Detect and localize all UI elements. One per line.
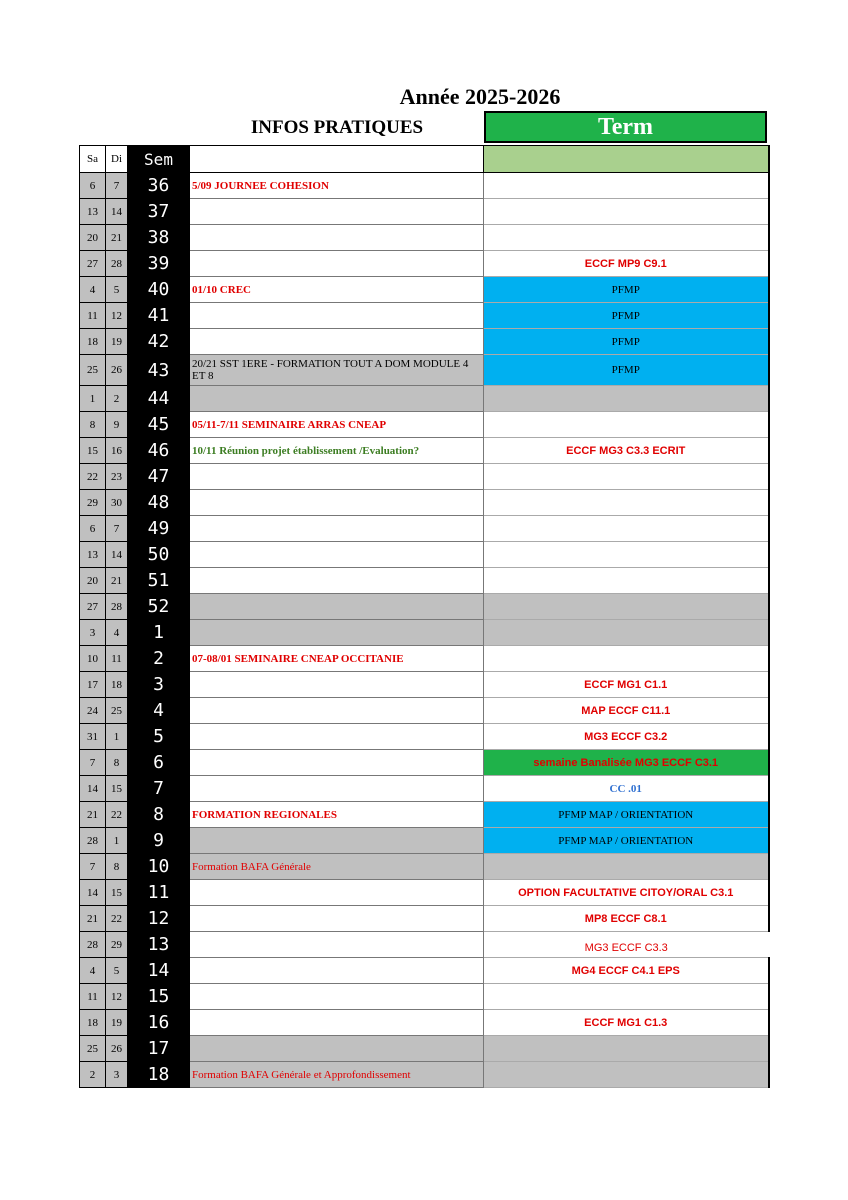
cell-sem: 4 xyxy=(128,698,190,724)
cell-di: 1 xyxy=(106,828,128,854)
cell-term: ECCF MG1 C1.3 xyxy=(484,1010,769,1036)
cell-sem: 6 xyxy=(128,750,190,776)
table-row xyxy=(80,386,769,412)
cell-sa: 25 xyxy=(80,1036,106,1062)
cell-info xyxy=(190,594,484,620)
cell-info xyxy=(190,1036,484,1062)
table-row xyxy=(80,854,769,880)
schedule-table xyxy=(79,145,770,1088)
cell-sa: 20 xyxy=(80,225,106,251)
header-info xyxy=(190,146,484,173)
table-row xyxy=(80,251,769,277)
cell-term: semaine Banalisée MG3 ECCF C3.1 xyxy=(484,750,769,776)
cell-sem: 41 xyxy=(128,303,190,329)
cell-di: 15 xyxy=(106,776,128,802)
table-row xyxy=(80,906,769,932)
cell-info xyxy=(190,464,484,490)
cell-di: 3 xyxy=(106,1062,128,1088)
table-row xyxy=(80,173,769,199)
cell-info: Formation BAFA Générale xyxy=(190,854,484,880)
cell-term xyxy=(484,412,769,438)
cell-sa: 7 xyxy=(80,854,106,880)
infos-pratiques-heading: INFOS PRATIQUES xyxy=(250,117,424,138)
cell-sem: 18 xyxy=(128,1062,190,1088)
cell-di: 28 xyxy=(106,251,128,277)
cell-sa: 17 xyxy=(80,672,106,698)
cell-info xyxy=(190,225,484,251)
cell-di: 18 xyxy=(106,672,128,698)
header-term xyxy=(484,146,769,173)
cell-term: MP8 ECCF C8.1 xyxy=(484,906,769,932)
table-row xyxy=(80,355,769,386)
table-row xyxy=(80,750,769,776)
table-row xyxy=(80,199,769,225)
cell-info xyxy=(190,776,484,802)
header-di: Di xyxy=(106,146,128,173)
cell-term xyxy=(484,646,769,672)
header-sem: Sem xyxy=(128,146,190,173)
cell-di: 14 xyxy=(106,542,128,568)
table-row xyxy=(80,880,769,906)
table-row xyxy=(80,1010,769,1036)
header-sa: Sa xyxy=(80,146,106,173)
cell-di: 19 xyxy=(106,1010,128,1036)
cell-di: 26 xyxy=(106,1036,128,1062)
table-row xyxy=(80,277,769,303)
table-row xyxy=(80,802,769,828)
table-row xyxy=(80,329,769,355)
cell-sa: 13 xyxy=(80,199,106,225)
cell-sa: 27 xyxy=(80,251,106,277)
cell-info xyxy=(190,724,484,750)
cell-sem: 11 xyxy=(128,880,190,906)
cell-sem: 14 xyxy=(128,958,190,984)
cell-term: PFMP MAP / ORIENTATION xyxy=(484,802,769,828)
table-row xyxy=(80,698,769,724)
cell-sem: 16 xyxy=(128,1010,190,1036)
cell-sem: 51 xyxy=(128,568,190,594)
cell-di: 7 xyxy=(106,173,128,199)
cell-sa: 8 xyxy=(80,412,106,438)
cell-term xyxy=(484,1036,769,1062)
cell-info xyxy=(190,329,484,355)
cell-di: 22 xyxy=(106,802,128,828)
page-title: Année 2025-2026 xyxy=(399,84,561,109)
cell-term xyxy=(484,464,769,490)
cell-di: 4 xyxy=(106,620,128,646)
cell-sa: 4 xyxy=(80,958,106,984)
cell-info xyxy=(190,620,484,646)
cell-info: 5/09 JOURNEE COHESION xyxy=(190,173,484,199)
cell-info xyxy=(190,490,484,516)
cell-term: PFMP MAP / ORIENTATION xyxy=(484,828,769,854)
cell-sa: 28 xyxy=(80,932,106,958)
cell-term xyxy=(484,516,769,542)
cell-sem: 50 xyxy=(128,542,190,568)
cell-info xyxy=(190,251,484,277)
cell-sem: 47 xyxy=(128,464,190,490)
cell-sa: 25 xyxy=(80,355,106,386)
table-row xyxy=(80,490,769,516)
table-row xyxy=(80,438,769,464)
cell-sem: 48 xyxy=(128,490,190,516)
cell-term xyxy=(484,490,769,516)
cell-term xyxy=(484,542,769,568)
cell-di: 5 xyxy=(106,277,128,303)
cell-sa: 4 xyxy=(80,277,106,303)
cell-sem: 1 xyxy=(128,620,190,646)
cell-sem: 38 xyxy=(128,225,190,251)
cell-sa: 7 xyxy=(80,750,106,776)
cell-info xyxy=(190,1010,484,1036)
table-row xyxy=(80,984,769,1010)
cell-sa: 11 xyxy=(80,303,106,329)
table-row xyxy=(80,516,769,542)
cell-sa: 31 xyxy=(80,724,106,750)
cell-sa: 24 xyxy=(80,698,106,724)
cell-sem: 13 xyxy=(128,932,190,958)
cell-term: PFMP xyxy=(484,303,769,329)
cell-info xyxy=(190,568,484,594)
cell-sem: 43 xyxy=(128,355,190,386)
table-row xyxy=(80,958,769,984)
cell-sa: 21 xyxy=(80,802,106,828)
cell-term: PFMP xyxy=(484,329,769,355)
cell-sa: 14 xyxy=(80,880,106,906)
cell-sa: 14 xyxy=(80,776,106,802)
table-row xyxy=(80,724,769,750)
cell-term: PFMP xyxy=(484,277,769,303)
cell-sem: 7 xyxy=(128,776,190,802)
cell-sa: 22 xyxy=(80,464,106,490)
cell-di: 5 xyxy=(106,958,128,984)
cell-di: 14 xyxy=(106,199,128,225)
cell-di: 2 xyxy=(106,386,128,412)
cell-sem: 46 xyxy=(128,438,190,464)
cell-term xyxy=(484,620,769,646)
cell-info xyxy=(190,906,484,932)
cell-sem: 12 xyxy=(128,906,190,932)
cell-term xyxy=(484,173,769,199)
cell-di: 15 xyxy=(106,880,128,906)
table-row xyxy=(80,464,769,490)
cell-sa: 29 xyxy=(80,490,106,516)
cell-sa: 21 xyxy=(80,906,106,932)
cell-term: MAP ECCF C11.1 xyxy=(484,698,769,724)
table-header-row xyxy=(80,146,769,173)
cell-sa: 13 xyxy=(80,542,106,568)
cell-sa: 6 xyxy=(80,516,106,542)
cell-term: OPTION FACULTATIVE CITOY/ORAL C3.1 xyxy=(484,880,769,906)
cell-term: MG3 ECCF C3.3 xyxy=(484,932,769,958)
cell-sem: 2 xyxy=(128,646,190,672)
cell-info xyxy=(190,958,484,984)
cell-info xyxy=(190,672,484,698)
cell-term xyxy=(484,386,769,412)
table-row xyxy=(80,412,769,438)
cell-di: 29 xyxy=(106,932,128,958)
table-row xyxy=(80,1036,769,1062)
cell-info xyxy=(190,516,484,542)
table-row xyxy=(80,646,769,672)
cell-sem: 15 xyxy=(128,984,190,1010)
cell-sem: 36 xyxy=(128,173,190,199)
cell-term: CC .01 xyxy=(484,776,769,802)
cell-di: 1 xyxy=(106,724,128,750)
cell-term: PFMP xyxy=(484,355,769,386)
cell-di: 8 xyxy=(106,750,128,776)
cell-term: MG4 ECCF C4.1 EPS xyxy=(484,958,769,984)
table-row xyxy=(80,932,769,958)
cell-sa: 15 xyxy=(80,438,106,464)
cell-info: 07-08/01 SEMINAIRE CNEAP OCCITANIE xyxy=(190,646,484,672)
cell-di: 22 xyxy=(106,906,128,932)
cell-di: 28 xyxy=(106,594,128,620)
cell-term xyxy=(484,854,769,880)
cell-sem: 40 xyxy=(128,277,190,303)
table-row xyxy=(80,303,769,329)
cell-di: 12 xyxy=(106,303,128,329)
cell-info xyxy=(190,542,484,568)
cell-sem: 39 xyxy=(128,251,190,277)
table-row xyxy=(80,776,769,802)
cell-info xyxy=(190,386,484,412)
cell-di: 19 xyxy=(106,329,128,355)
cell-di: 8 xyxy=(106,854,128,880)
cell-sa: 27 xyxy=(80,594,106,620)
cell-sem: 37 xyxy=(128,199,190,225)
cell-term: ECCF MG3 C3.3 ECRIT xyxy=(484,438,769,464)
cell-di: 25 xyxy=(106,698,128,724)
cell-info: 01/10 CREC xyxy=(190,277,484,303)
cell-info xyxy=(190,932,484,958)
cell-info: 10/11 Réunion projet établissement /Evaluation? xyxy=(190,438,484,464)
cell-sa: 10 xyxy=(80,646,106,672)
cell-sem: 17 xyxy=(128,1036,190,1062)
cell-info xyxy=(190,984,484,1010)
cell-sem: 5 xyxy=(128,724,190,750)
table-row xyxy=(80,620,769,646)
cell-term xyxy=(484,984,769,1010)
term-column-header: Term xyxy=(484,111,767,143)
table-row xyxy=(80,225,769,251)
cell-di: 12 xyxy=(106,984,128,1010)
cell-sa: 28 xyxy=(80,828,106,854)
cell-term: ECCF MG1 C1.1 xyxy=(484,672,769,698)
cell-info xyxy=(190,880,484,906)
cell-sem: 8 xyxy=(128,802,190,828)
cell-di: 21 xyxy=(106,568,128,594)
cell-sem: 10 xyxy=(128,854,190,880)
cell-sem: 3 xyxy=(128,672,190,698)
cell-sem: 45 xyxy=(128,412,190,438)
cell-term: ECCF MP9 C9.1 xyxy=(484,251,769,277)
table-row xyxy=(80,542,769,568)
cell-sa: 2 xyxy=(80,1062,106,1088)
cell-sa: 1 xyxy=(80,386,106,412)
cell-info: Formation BAFA Générale et Approfondissement xyxy=(190,1062,484,1088)
cell-sa: 3 xyxy=(80,620,106,646)
cell-info: FORMATION REGIONALES xyxy=(190,802,484,828)
cell-di: 16 xyxy=(106,438,128,464)
table-row xyxy=(80,594,769,620)
cell-sa: 18 xyxy=(80,329,106,355)
cell-di: 21 xyxy=(106,225,128,251)
cell-sa: 20 xyxy=(80,568,106,594)
cell-sa: 18 xyxy=(80,1010,106,1036)
cell-sem: 42 xyxy=(128,329,190,355)
cell-info xyxy=(190,698,484,724)
cell-di: 26 xyxy=(106,355,128,386)
cell-sa: 6 xyxy=(80,173,106,199)
cell-di: 23 xyxy=(106,464,128,490)
cell-sa: 11 xyxy=(80,984,106,1010)
cell-sem: 9 xyxy=(128,828,190,854)
cell-term xyxy=(484,199,769,225)
cell-term xyxy=(484,568,769,594)
table-row xyxy=(80,672,769,698)
cell-info xyxy=(190,828,484,854)
cell-sem: 44 xyxy=(128,386,190,412)
cell-term: MG3 ECCF C3.2 xyxy=(484,724,769,750)
cell-info: 20/21 SST 1ERE - FORMATION TOUT A DOM MODULE 4 ET 8 xyxy=(190,355,484,386)
cell-sem: 49 xyxy=(128,516,190,542)
cell-term xyxy=(484,225,769,251)
cell-term xyxy=(484,594,769,620)
cell-di: 9 xyxy=(106,412,128,438)
cell-di: 30 xyxy=(106,490,128,516)
cell-term xyxy=(484,1062,769,1088)
table-row xyxy=(80,568,769,594)
cell-info xyxy=(190,199,484,225)
cell-di: 11 xyxy=(106,646,128,672)
table-row xyxy=(80,828,769,854)
cell-di: 7 xyxy=(106,516,128,542)
cell-info: 05/11-7/11 SEMINAIRE ARRAS CNEAP xyxy=(190,412,484,438)
cell-info xyxy=(190,303,484,329)
cell-info xyxy=(190,750,484,776)
cell-sem: 52 xyxy=(128,594,190,620)
table-row xyxy=(80,1062,769,1088)
